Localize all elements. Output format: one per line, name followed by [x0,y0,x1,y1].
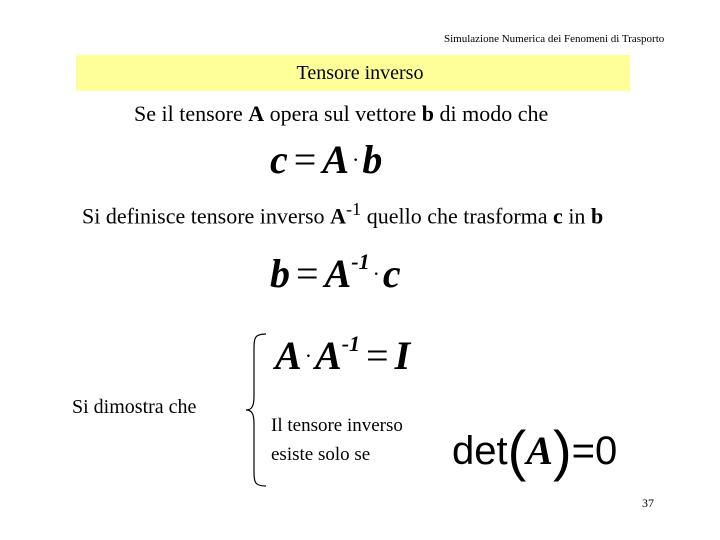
eq-symbol: c [382,251,401,296]
eq-dot: · [304,343,313,368]
vector-c: c [553,203,563,229]
statement-line-2 [82,199,603,229]
eq-superscript: -1 [351,249,370,274]
equation-A-Ainv-equals-I [275,332,410,379]
eq-symbol: b [270,251,290,296]
vector-b: b [421,101,435,126]
eq-symbol: c [270,137,288,182]
det-function: det [452,429,508,473]
note-line-1: Il tensore inverso [271,415,403,436]
eq-dot: · [372,261,380,286]
equation-c-equals-Ab [270,136,382,183]
eq-superscript: -1 [341,331,361,356]
tensor-A: A [248,101,265,126]
det-argument: A [526,428,553,473]
tensor-A: A [330,203,346,229]
vector-b: b [590,203,604,229]
statement-line-3: Si dimostra che [72,396,197,418]
determinant-condition [452,412,618,482]
eq-operator: = [296,251,319,296]
eq-symbol: A [275,333,302,378]
text: in [562,203,591,229]
eq-symbol: A [315,333,342,378]
eq-dot: · [352,147,360,172]
text: Si definisce tensore inverso [82,203,331,229]
note-line-2: esiste solo se [271,444,371,465]
det-paren-close: ) [552,419,572,482]
slide-title: Tensore inverso [296,62,424,84]
text: di modo che [434,101,549,126]
eq-operator: = [366,333,389,378]
eq-symbol: b [362,137,383,182]
eq-symbol: A [322,137,350,182]
equation-b-equals-Ainv-c [270,250,401,297]
eq-symbol: A [324,251,352,296]
text: Se il tensore [134,101,249,126]
superscript: -1 [345,199,362,219]
det-paren-open: ( [507,419,527,482]
course-header: Simulazione Numerica dei Fenomeni di Trasporto [444,33,665,45]
eq-symbol: I [394,333,411,378]
left-brace-icon [244,332,268,488]
page-number: 37 [642,496,654,510]
text: opera sul vettore [264,101,422,126]
statement-line-1 [134,101,548,127]
text: quello che trasforma [361,203,554,229]
eq-operator: = [293,137,317,182]
det-equals: = [571,429,595,473]
det-rhs: 0 [594,429,618,473]
